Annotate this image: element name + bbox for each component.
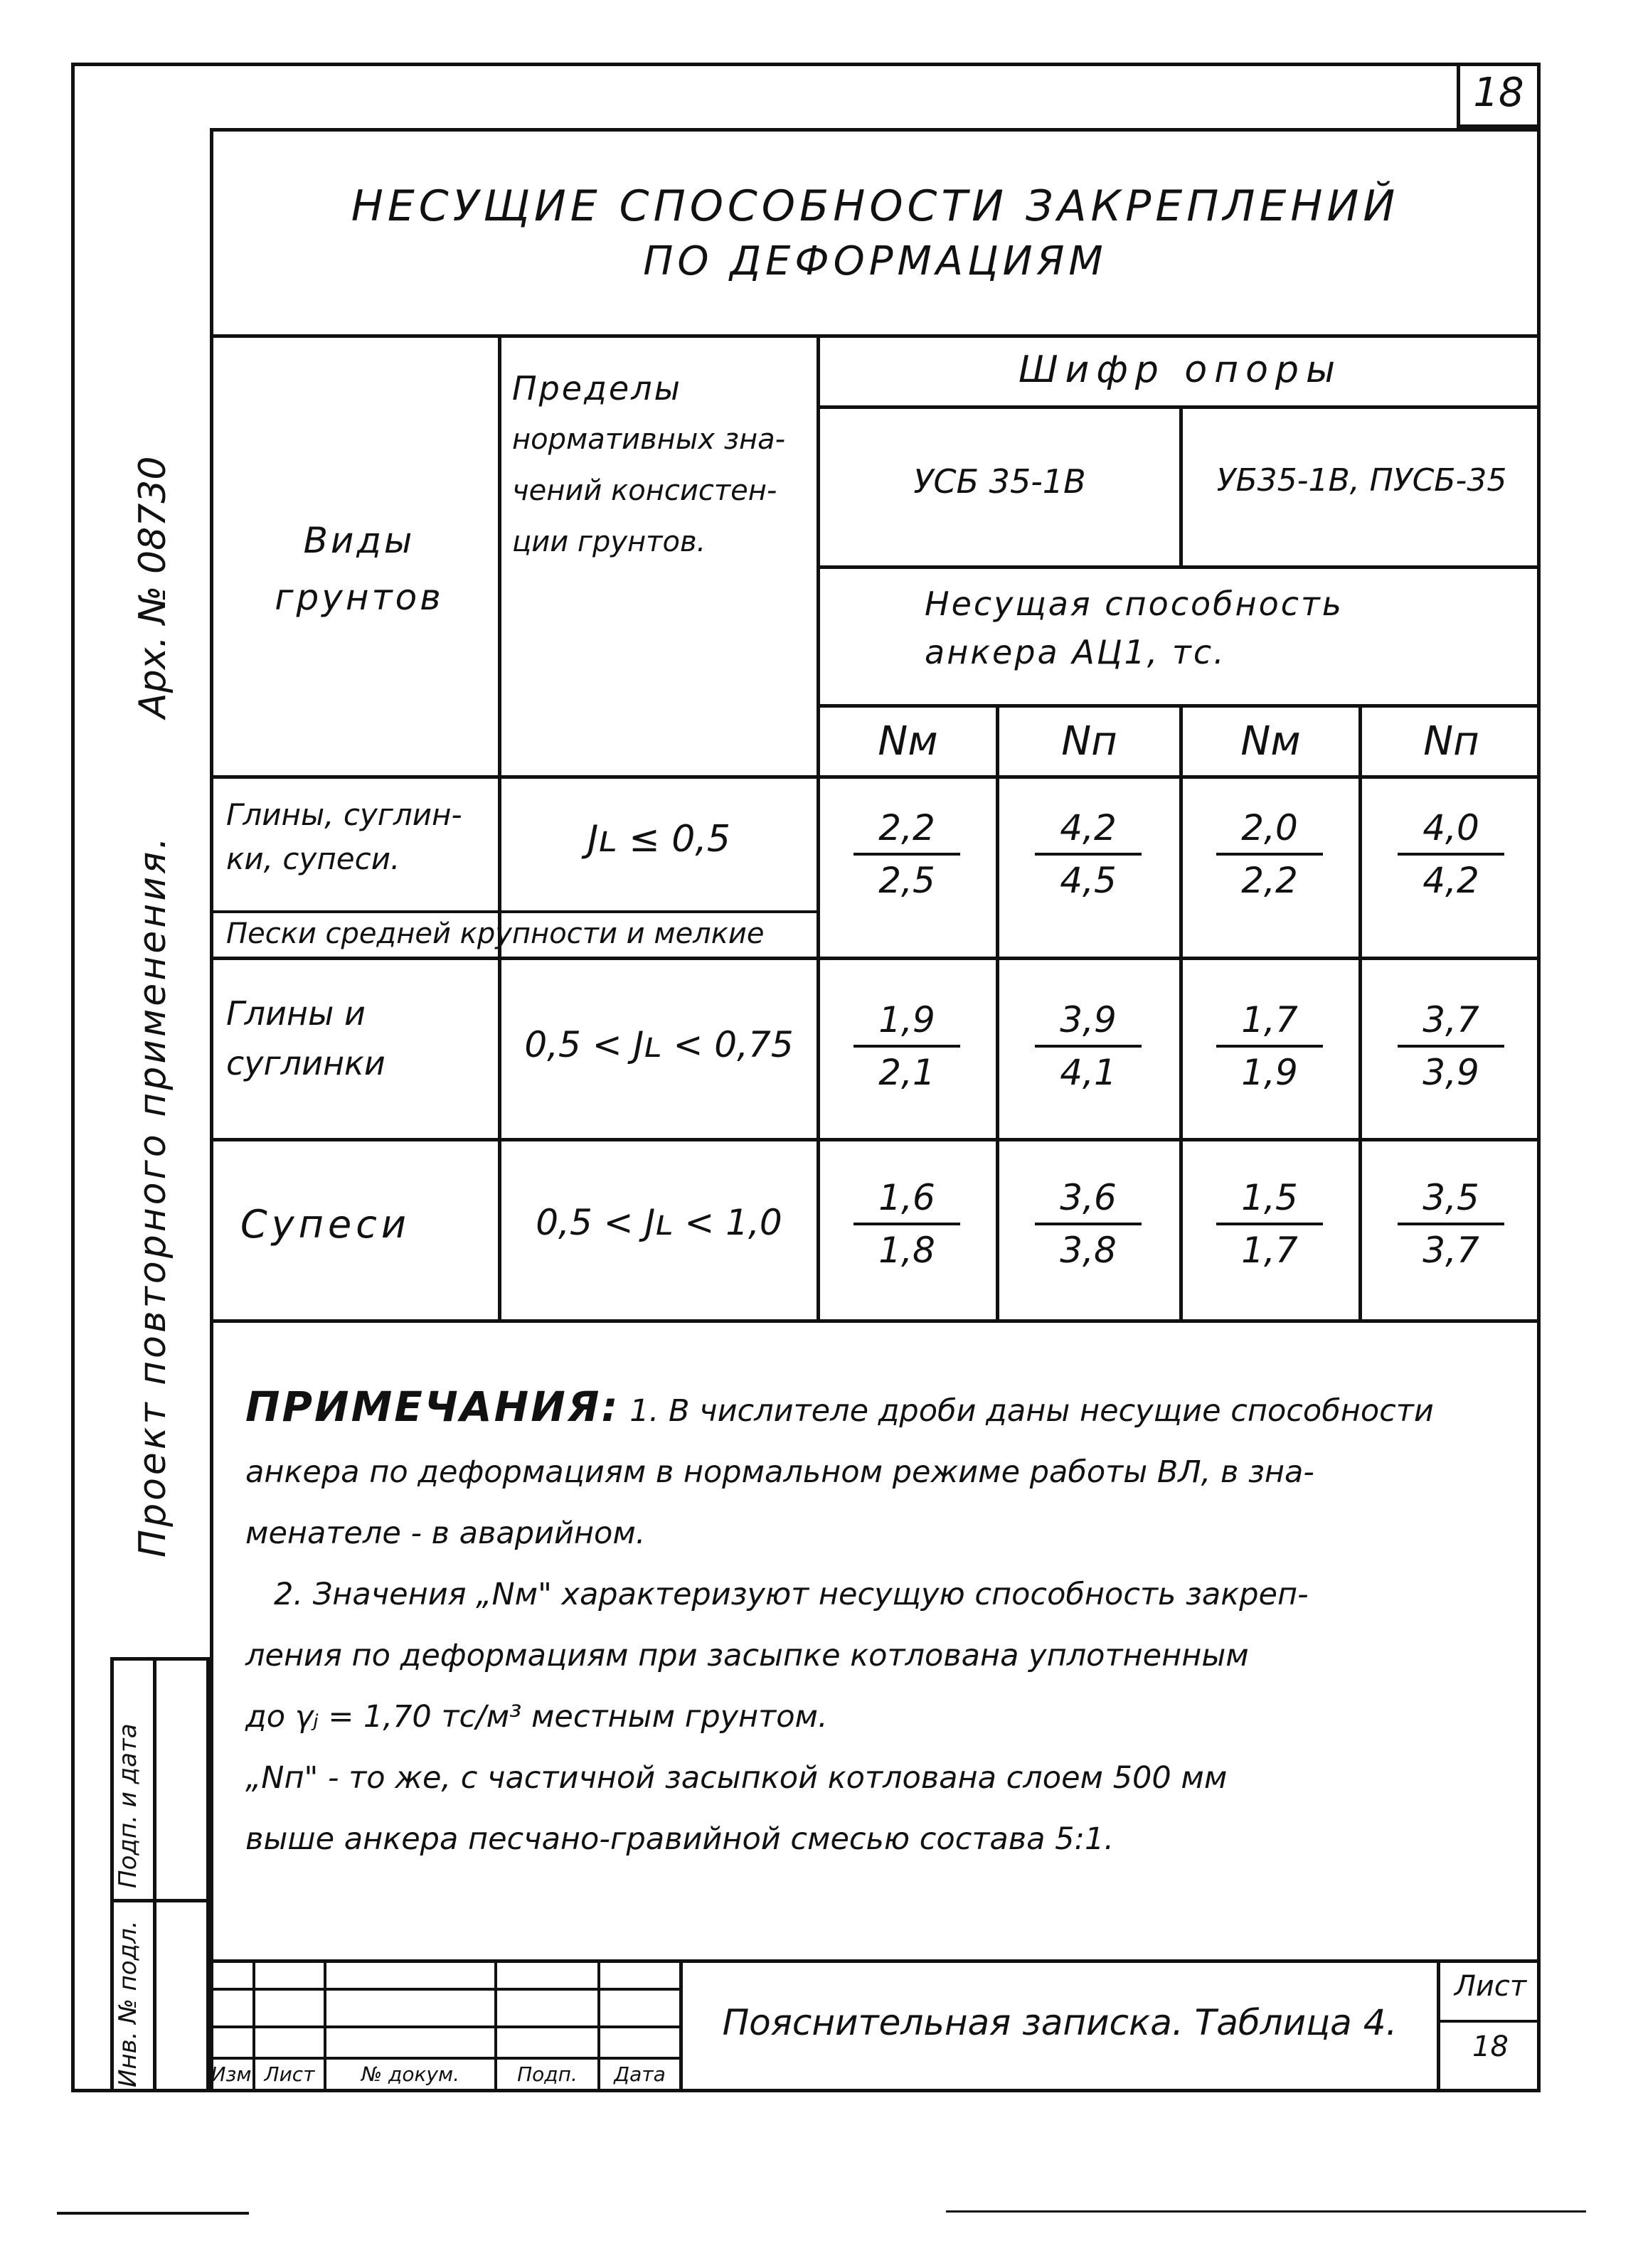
numerator: 4,0 [1398, 807, 1504, 856]
row1-soil-line: ки, супеси. [226, 841, 400, 876]
notes-line-1 [245, 1376, 1526, 1442]
value-fraction [853, 999, 960, 1093]
note-text: до γⱼ = 1,70 тс/м³ местным грунтом. [245, 1699, 828, 1735]
inventory-number-label: Инв. № подл. [114, 1920, 142, 2087]
header-nm-b: Nм [1240, 718, 1301, 765]
denominator: 2,2 [1241, 860, 1298, 901]
value-fraction [853, 1177, 960, 1271]
note-text: ления по деформациям при засыпке котлована уплотненным [245, 1638, 1249, 1673]
header-limits-line: Пределы [512, 369, 682, 408]
grid-h6 [210, 957, 1541, 960]
grid-v6 [1358, 704, 1362, 1323]
sand-row-label: Пески средней крупности и мелкие [226, 917, 765, 950]
denominator: 3,8 [1060, 1230, 1117, 1271]
row1-soil-line: Глины, суглин- [226, 797, 462, 832]
row1-limit: Jʟ ≤ 0,5 [587, 818, 731, 861]
header-capacity-line: анкера АЦ1, тс. [925, 633, 1226, 671]
denominator: 4,2 [1422, 860, 1479, 901]
header-limits [512, 363, 814, 568]
value-fraction [1398, 807, 1504, 901]
numerator: 3,5 [1398, 1177, 1504, 1225]
side-stamp-divider [110, 1899, 210, 1902]
denominator: 3,7 [1422, 1230, 1479, 1271]
stamp-sheet-label: Лист [1454, 1970, 1527, 2003]
value-fraction [1035, 999, 1142, 1093]
project-label: Проект повторного применения. [132, 834, 174, 1558]
row2-limit: 0,5 < Jʟ < 0,75 [524, 1024, 794, 1065]
stamp-caption: Пояснительная записка. Таблица 4. [722, 2002, 1398, 2043]
denominator: 1,9 [1241, 1052, 1298, 1093]
value-fraction [1216, 1177, 1323, 1271]
numerator: 1,5 [1216, 1177, 1323, 1225]
value-fraction [1398, 999, 1504, 1093]
header-support-a: УСБ 35-1В [913, 462, 1086, 501]
denominator: 4,5 [1060, 860, 1117, 901]
note-text: „Nп" - то же, с частичной засыпкой котлована слоем 500 мм [245, 1760, 1228, 1796]
signature-date-label: Подп. и дата [114, 1723, 142, 1888]
notes-block [245, 1376, 1526, 1870]
header-soil-types-text: Виды грунтов [275, 520, 444, 618]
numerator: 1,6 [853, 1177, 960, 1225]
value-fraction [1398, 1177, 1504, 1271]
stamp-label-document: № докум. [361, 2062, 460, 2086]
denominator: 3,9 [1422, 1052, 1479, 1093]
numerator: 1,7 [1216, 999, 1323, 1048]
value-fraction [1035, 807, 1142, 901]
note-text: 1. В числителе дроби даны несущие способности [629, 1393, 1434, 1429]
header-np-a: Nп [1061, 718, 1117, 765]
grid-h3 [817, 704, 1541, 708]
archive-number: Арх. № 08730 [132, 456, 174, 718]
row2-soil [226, 989, 385, 1088]
grid-h2 [817, 565, 1541, 569]
stamp-label-change: Изм [211, 2062, 252, 2086]
stamp-h2 [210, 2025, 679, 2028]
grid-v5 [1179, 704, 1183, 1323]
header-np-b: Nп [1423, 718, 1479, 765]
denominator: 2,5 [878, 860, 935, 901]
stamp-label-signature: Подп. [517, 2062, 578, 2086]
header-limits-line: нормативных зна- [512, 423, 786, 456]
title-line-1: НЕСУЩИЕ СПОСОБНОСТИ ЗАКРЕПЛЕНИЙ [351, 181, 1400, 231]
notes-heading: ПРИМЕЧАНИЯ: [245, 1383, 620, 1431]
stamp-h1 [210, 1988, 679, 1991]
row2-soil-line: Глины и [226, 994, 366, 1033]
stamp-h3 [210, 2057, 679, 2060]
note-text: выше анкера песчано-гравийной смесью состава 5:1. [245, 1821, 1114, 1857]
numerator: 4,2 [1035, 807, 1142, 856]
header-nm-a: Nм [878, 718, 938, 765]
note-text: анкера по деформациям в нормальном режиме работы ВЛ, в зна- [245, 1454, 1314, 1490]
stamp-label-date: Дата [614, 2062, 666, 2086]
numerator: 1,9 [853, 999, 960, 1048]
value-fraction [1216, 807, 1323, 901]
grid-h8 [210, 1319, 1541, 1323]
numerator: 2,0 [1216, 807, 1323, 856]
scan-artifact-line [57, 2212, 249, 2215]
denominator: 2,1 [878, 1052, 935, 1093]
header-support-b: УБ35-1В, ПУСБ-35 [1216, 462, 1507, 499]
header-limits-line: чений консистен- [512, 474, 777, 507]
header-limits-line: ции грунтов. [512, 526, 706, 558]
note-text: менателе - в аварийном. [245, 1516, 646, 1551]
value-fraction [1216, 999, 1323, 1093]
numerator: 3,6 [1035, 1177, 1142, 1225]
header-capacity-line: Несущая способность [925, 585, 1344, 623]
header-support-code: Шифр опоры [1018, 348, 1343, 391]
numerator: 2,2 [853, 807, 960, 856]
value-fraction [1035, 1177, 1142, 1271]
header-capacity [925, 580, 1536, 676]
grid-h7 [210, 1138, 1541, 1141]
note-text: 2. Значения „Nм" характеризуют несущую способность закреп- [274, 1577, 1309, 1612]
denominator: 4,1 [1060, 1052, 1117, 1093]
numerator: 3,7 [1398, 999, 1504, 1048]
row3-limit: 0,5 < Jʟ < 1,0 [536, 1202, 782, 1243]
grid-v4 [996, 704, 999, 1323]
scan-artifact-line [946, 2210, 1586, 2213]
title-divider [210, 334, 1541, 338]
stamp-h4 [1437, 2020, 1541, 2023]
grid-h1 [817, 405, 1541, 409]
row3-soil: Супеси [240, 1202, 410, 1247]
title-line-2: ПО ДЕФОРМАЦИЯМ [643, 238, 1107, 284]
row1-soil [226, 793, 462, 881]
grid-h5 [210, 910, 820, 913]
value-fraction [853, 807, 960, 901]
side-stamp-split [153, 1657, 156, 2092]
denominator: 1,7 [1241, 1230, 1298, 1271]
denominator: 1,8 [878, 1230, 935, 1271]
stamp-sheet-number: 18 [1472, 2030, 1509, 2063]
header-soil-types [220, 512, 498, 626]
stamp-top [210, 1959, 1541, 1963]
numerator: 3,9 [1035, 999, 1142, 1048]
stamp-label-sheet: Лист [264, 2062, 315, 2086]
grid-h4 [210, 775, 1541, 779]
row2-soil-line: суглинки [226, 1044, 385, 1082]
page-number: 18 [1473, 70, 1524, 116]
